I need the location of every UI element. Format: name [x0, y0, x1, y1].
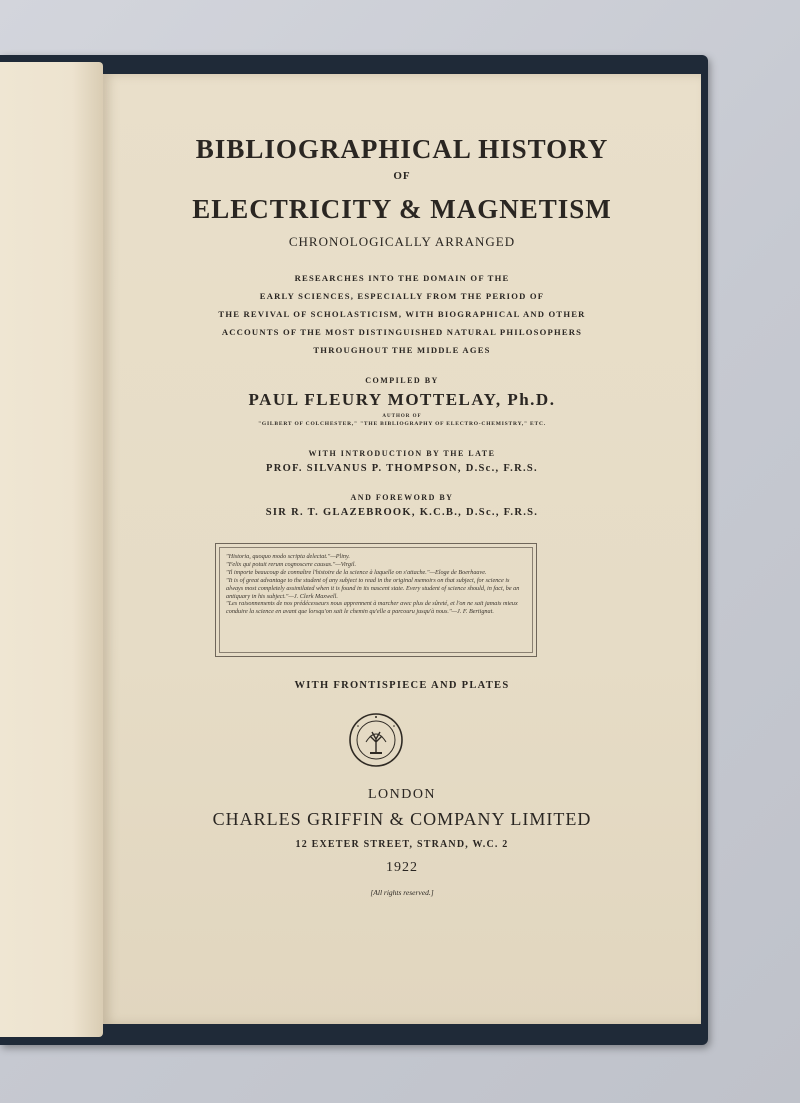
- title-line-1: BIBLIOGRAPHICAL HISTORY: [195, 134, 609, 164]
- description-line: ACCOUNTS OF THE MOST DISTINGUISHED NATURAL PHILOSOPHERS: [221, 327, 583, 337]
- rights-notice: [All rights reserved.]: [370, 888, 434, 897]
- title-line-2: ELECTRICITY & MAGNETISM: [192, 194, 612, 224]
- author-of-label: AUTHOR OF: [382, 414, 422, 419]
- description-line: EARLY SCIENCES, ESPECIALLY FROM THE PERIOD OF: [259, 291, 545, 301]
- introduction-name: PROF. SILVANUS P. THOMPSON, D.Sc., F.R.S.: [266, 463, 538, 474]
- description-line: THROUGHOUT THE MIDDLE AGES: [313, 345, 491, 355]
- compiled-by-label: COMPILED BY: [365, 376, 439, 385]
- subtitle: CHRONOLOGICALLY ARRANGED: [288, 234, 516, 249]
- description-line: THE REVIVAL OF SCHOLASTICISM, WITH BIOGRAPHICAL AND OTHER: [218, 309, 586, 319]
- title-of: OF: [393, 170, 411, 182]
- publisher-name: CHARLES GRIFFIN & COMPANY LIMITED: [212, 809, 592, 829]
- publisher-city: LONDON: [367, 787, 437, 802]
- quote: "It is of great advantage to the student of any subject to read in the original memoirs on that subject, for science is always most completely assimilated when it is found in its nascent state. Every student of science should, in fact, be an antiquary in his subject."—J. Clerk Maxwell.: [226, 576, 520, 600]
- quote: "Il importe beaucoup de connaître l'histoire de la science à laquelle on s'attache."—Eloge de Boerhaave.: [226, 568, 487, 576]
- plates-note: WITH FRONTISPIECE AND PLATES: [294, 680, 510, 691]
- foreword-name: SIR R. T. GLAZEBROOK, K.C.B., D.Sc., F.R.S.: [265, 507, 539, 518]
- publication-year: 1922: [386, 860, 418, 875]
- introduction-label: WITH INTRODUCTION BY THE LATE: [308, 449, 496, 458]
- quote: "Les raisonnements de nos prédécesseurs nous apprennent à marcher avec plus de sûreté, et l'on ne sait jamais mieux conduire la science en avant que lorsqu'on sait le chemin qu'elle a parcouru jusqu'à nous."—J. F. Bertignat.: [226, 600, 518, 616]
- quotes-text: [219, 547, 533, 653]
- foreword-label: AND FOREWORD BY: [350, 493, 454, 502]
- description-line: RESEARCHES INTO THE DOMAIN OF THE: [294, 273, 510, 283]
- quote: "Historia, quoquo modo scripta delectat."—Pliny.: [226, 553, 350, 560]
- publisher-seal-icon: [348, 712, 404, 768]
- author-name: PAUL FLEURY MOTTELAY, Ph.D.: [248, 390, 556, 409]
- quote: "Felix qui potuit rerum cognoscere causas."—Virgil.: [226, 560, 357, 568]
- left-page: [0, 62, 103, 1037]
- author-works: "GILBERT OF COLCHESTER," "THE BIBLIOGRAPHY OF ELECTRO-CHEMISTRY," ETC.: [258, 421, 546, 427]
- description: [103, 269, 701, 359]
- title-page: [103, 74, 701, 1024]
- quotes-box: [215, 543, 537, 657]
- publisher-address: 12 EXETER STREET, STRAND, W.C. 2: [295, 839, 509, 850]
